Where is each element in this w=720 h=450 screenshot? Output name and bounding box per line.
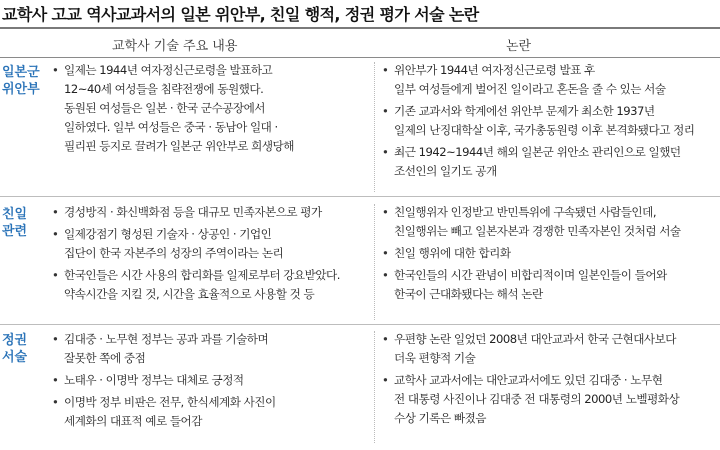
row-label-administrations: 정권 서술 bbox=[2, 333, 28, 365]
table-header bbox=[0, 29, 720, 57]
header-col-content: 교학사 기술 주요 내용 bbox=[112, 39, 238, 54]
bullet-item: • 한국인들은 시간 사용의 합리화를 일제로부터 강요받았다. 약속시간을 지킬 것, 시간을 효율적으로 사용할 것 등 bbox=[50, 266, 370, 304]
column-divider bbox=[374, 204, 375, 320]
header-col-controversy: 논란 bbox=[506, 39, 532, 54]
row-collaboration-controversy bbox=[380, 203, 720, 307]
row-administrations-controversy bbox=[380, 330, 720, 431]
header-rule bbox=[0, 57, 720, 58]
page-title: 교학사 고교 역사교과서의 일본 위안부, 친일 행적, 정권 평가 서술 논란 bbox=[2, 5, 479, 24]
bullet-item: • 교학사 교과서에는 대안교과서에도 있던 김대중 · 노무현 전 대통령 사진이나 김대중 전 대통령의 2000년 노벨평화상 수상 기록은 빠졌음 bbox=[380, 371, 720, 428]
bullet-item: • 노태우 · 이명박 정부는 대체로 긍정적 bbox=[50, 371, 370, 390]
row-rule bbox=[0, 196, 720, 197]
row-collaboration-content bbox=[50, 203, 370, 307]
column-divider bbox=[374, 331, 375, 443]
bullet-item: • 일제강점기 형성된 기술자 · 상공인 · 기업인 집단이 한국 자본주의 성장의 주역이라는 논리 bbox=[50, 225, 370, 263]
bullet-item: • 김대중 · 노무현 정부는 공과 과를 기술하며 잘못한 쪽에 중점 bbox=[50, 330, 370, 368]
bullet-item: • 우편향 논란 일었던 2008년 대안교과서 한국 근현대사보다 더욱 편향적 기술 bbox=[380, 330, 720, 368]
bullet-item: • 친일행위자 인정받고 반민특위에 구속됐던 사람들인데, 친일행위는 빼고 일본자본과 경쟁한 민족자본인 것처럼 서술 bbox=[380, 203, 720, 241]
column-divider bbox=[374, 62, 375, 192]
bullet-item: • 위안부가 1944년 여자정신근로령 발표 후 일부 여성들에게 벌어진 일이라고 혼돈을 줄 수 있는 서술 bbox=[380, 61, 720, 99]
bullet-item: • 일제는 1944년 여자정신근로령을 발표하고 12~40세 여성들을 침략전쟁에 동원했다. 동원된 여성들은 일본 · 한국 군수공장에서 일하였다. 일부 여성들은 중국 · 동남아 일대 · 필리핀 등지로 끌려가 일본군 위안부로 희생당해 bbox=[50, 61, 370, 156]
bullet-item: • 경성방직 · 화신백화점 등을 대규모 민족자본으로 평가 bbox=[50, 203, 370, 222]
bullet-item: • 친일 행위에 대한 합리화 bbox=[380, 244, 720, 263]
row-comfort-women-content bbox=[50, 61, 370, 159]
row-comfort-women-controversy bbox=[380, 61, 720, 184]
row-label-comfort-women: 일본군 위안부 bbox=[2, 65, 40, 97]
bullet-item: • 기존 교과서와 학계에선 위안부 문제가 최소한 1937년 일제의 난징대학살 이후, 국가총동원령 이후 본격화됐다고 정리 bbox=[380, 102, 720, 140]
bullet-item: • 최근 1942~1944년 해외 일본군 위안소 관리인으로 일했던 조선인의 일기도 공개 bbox=[380, 143, 720, 181]
bullet-item: • 이명박 정부 비판은 전무, 한식세계화 사진이 세계화의 대표적 예로 들어감 bbox=[50, 393, 370, 431]
row-label-collaboration: 친일 관련 bbox=[2, 207, 28, 239]
bullet-item: • 한국인들의 시간 관념이 비합리적이며 일본인들이 들어와 한국이 근대화됐다는 해석 논란 bbox=[380, 266, 720, 304]
row-rule bbox=[0, 324, 720, 325]
row-administrations-content bbox=[50, 330, 370, 434]
